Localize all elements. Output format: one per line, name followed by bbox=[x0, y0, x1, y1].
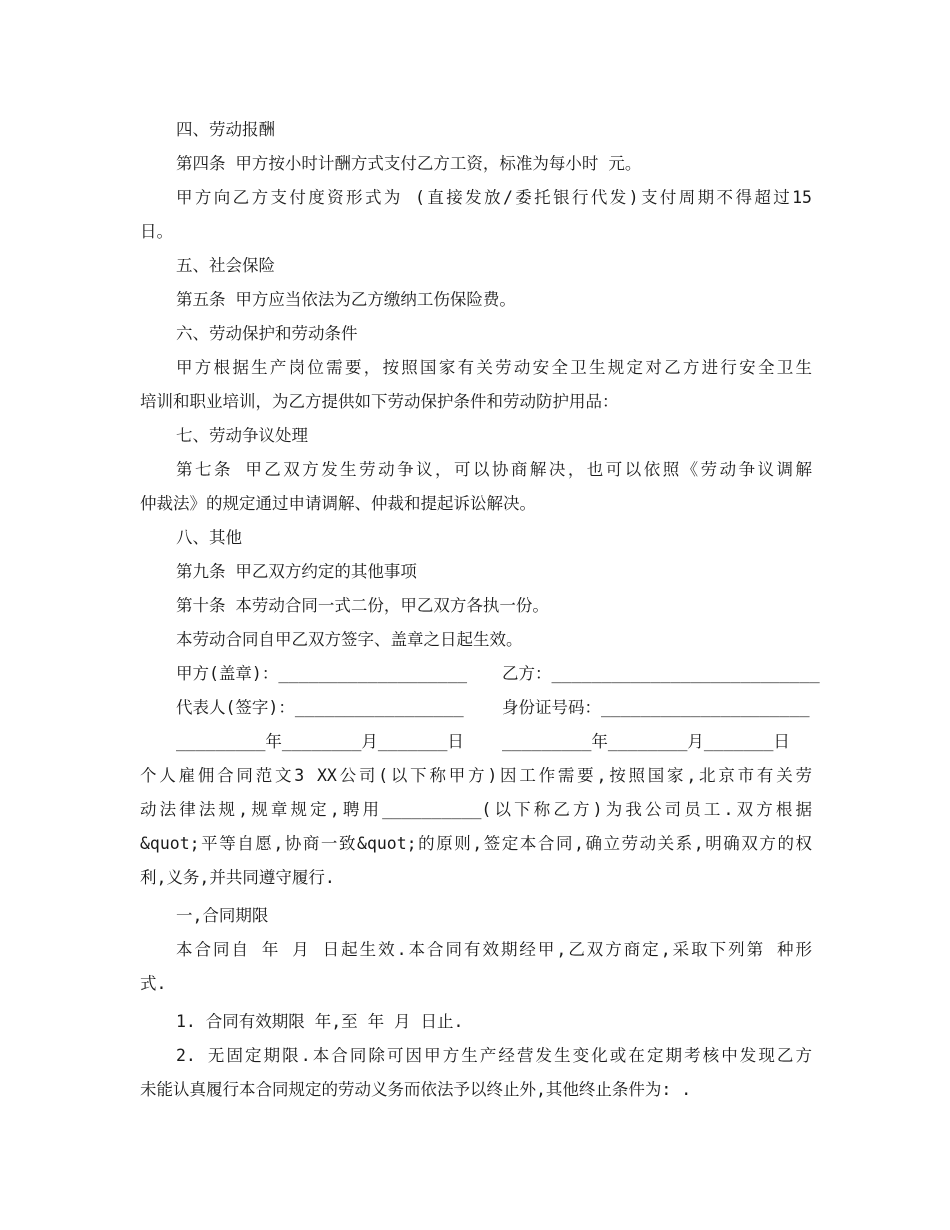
term-paragraph-line-1: 本合同自 年 月 日起生效.本合同有效期经甲,乙双方商定,采取下列第 种形 bbox=[176, 940, 812, 959]
article-10: 第十条 本劳动合同一式二份，甲乙双方各执一份。 bbox=[176, 596, 549, 615]
article-5: 第五条 甲方应当依法为乙方缴纳工伤保险费。 bbox=[176, 290, 516, 309]
section-heading-social-insurance: 五、社会保险 bbox=[176, 256, 275, 275]
id-number-field: 身份证号码：_____________________ bbox=[502, 698, 810, 717]
article-7-line-1: 第七条 甲乙双方发生劳动争议，可以协商解决，也可以依照《劳动争议调解 bbox=[176, 460, 812, 479]
contract-3-intro-line-2: 动法律法规,规章规定,聘用__________(以下称乙方)为我公司员工.双方根据 bbox=[140, 800, 812, 819]
party-b-date-field: _________年________月_______日 bbox=[502, 732, 790, 751]
section-heading-remuneration: 四、劳动报酬 bbox=[176, 120, 275, 139]
term-item-2-line-1: 2. 无固定期限.本合同除可因甲方生产经营发生变化或在定期考核中发现乙方 bbox=[176, 1046, 812, 1065]
payment-paragraph-line-2: 日。 bbox=[140, 222, 173, 241]
section-heading-contract-term: 一,合同期限 bbox=[176, 906, 269, 925]
protection-paragraph-line-2: 培训和职业培训，为乙方提供如下劳动保护条件和劳动防护用品： bbox=[140, 392, 619, 411]
section-heading-disputes: 七、劳动争议处理 bbox=[176, 426, 308, 445]
contract-3-intro-line-4: 利,义务,并共同遵守履行. bbox=[140, 868, 335, 887]
contract-3-intro-line-3: &quot;平等自愿,协商一致&quot;的原则,签定本合同,确立劳动关系,明确双方的权 bbox=[140, 834, 812, 853]
term-paragraph-line-2: 式. bbox=[140, 974, 167, 993]
party-b-field: 乙方：___________________________ bbox=[502, 664, 820, 683]
payment-paragraph-line-1: 甲方向乙方支付度资形式为 (直接发放/委托银行代发)支付周期不得超过15 bbox=[176, 188, 812, 207]
party-a-seal-field: 甲方(盖章)：___________________ bbox=[176, 664, 468, 683]
article-4: 第四条 甲方按小时计酬方式支付乙方工资，标准为每小时 元。 bbox=[176, 154, 642, 173]
term-item-2-line-2: 未能认真履行本合同规定的劳动义务而依法予以终止外,其他终止条件为: . bbox=[140, 1080, 692, 1099]
representative-signature-field: 代表人(签字)：_________________ bbox=[176, 698, 464, 717]
party-a-date-field: _________年________月_______日 bbox=[176, 732, 464, 751]
protection-paragraph-line-1: 甲方根据生产岗位需要，按照国家有关劳动安全卫生规定对乙方进行安全卫生 bbox=[176, 358, 812, 377]
section-heading-other: 八、其他 bbox=[176, 528, 242, 547]
effective-clause: 本劳动合同自甲乙双方签字、盖章之日起生效。 bbox=[176, 630, 523, 649]
term-item-1: 1. 合同有效期限 年,至 年 月 日止. bbox=[176, 1012, 464, 1031]
article-9: 第九条 甲乙双方约定的其他事项 bbox=[176, 562, 417, 581]
contract-3-intro-line-1: 个人雇佣合同范文3 XX公司(以下称甲方)因工作需要,按照国家,北京市有关劳 bbox=[140, 766, 812, 785]
article-7-line-2: 仲裁法》的规定通过申请调解、仲裁和提起诉讼解决。 bbox=[140, 494, 536, 513]
section-heading-labor-protection: 六、劳动保护和劳动条件 bbox=[176, 324, 358, 343]
